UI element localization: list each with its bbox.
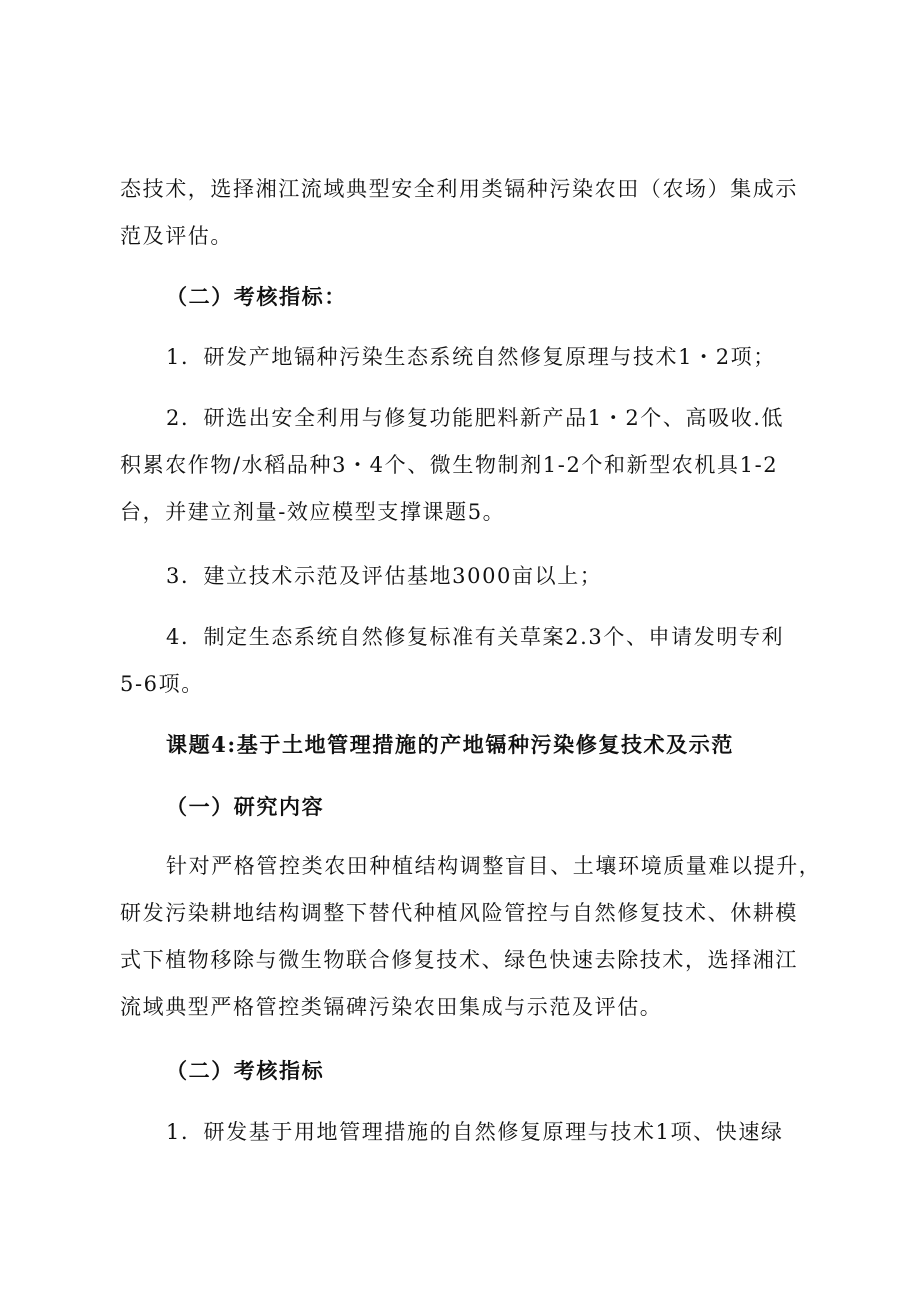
kpi-item-3: 3．建立技术示范及评估基地3000亩以上；	[166, 564, 603, 588]
kpi-item-4-line-2: 5-6项。	[120, 672, 204, 696]
research-heading: （一）研究内容	[166, 794, 325, 819]
kpi-2-item-1: 1．研发基于用地管理措施的自然修复原理与技术1项、快速绿	[166, 1120, 784, 1144]
kpi-item-2-line-3: 台，并建立剂量-效应模型支撑课题5。	[120, 500, 506, 524]
kpi-heading-2: （二）考核指标	[166, 1058, 325, 1083]
kpi-item-2-line-1: 2．研选出安全利用与修复功能肥料新产品1・2个、高吸收.低	[166, 406, 785, 430]
continuation-line-1: 态技术，选择湘江流域典型安全利用类镉种污染农田（农场）集成示	[120, 177, 798, 201]
kpi-item-4-line-1: 4．制定生态系统自然修复标准有关草案2.3个、申请发明专利	[166, 625, 785, 649]
continuation-line-2: 范及评估。	[120, 224, 233, 248]
research-line-3: 式下植物移除与微生物联合修复技术、绿色快速去除技术，选择湘江	[120, 948, 798, 972]
research-line-4: 流域典型严格管控类镉碑污染农田集成与示范及评估。	[120, 995, 663, 1019]
kpi-item-2-line-2: 积累农作物/水稻品种3・4个、微生物制剂1-2个和新型农机具1-2	[120, 453, 779, 477]
research-line-2: 研发污染耕地结构调整下替代种植风险管控与自然修复技术、休耕模	[120, 901, 798, 925]
research-line-1: 针对严格管控类农田种植结构调整盲目、土壤环境质量难以提升，	[166, 854, 822, 878]
topic-4-title: 课题4:基于土地管理措施的产地镉种污染修复技术及示范	[166, 732, 734, 757]
kpi-item-1: 1．研发产地镉种污染生态系统自然修复原理与技术1・2项；	[166, 345, 776, 369]
kpi-heading-1: （二）考核指标：	[166, 284, 347, 309]
